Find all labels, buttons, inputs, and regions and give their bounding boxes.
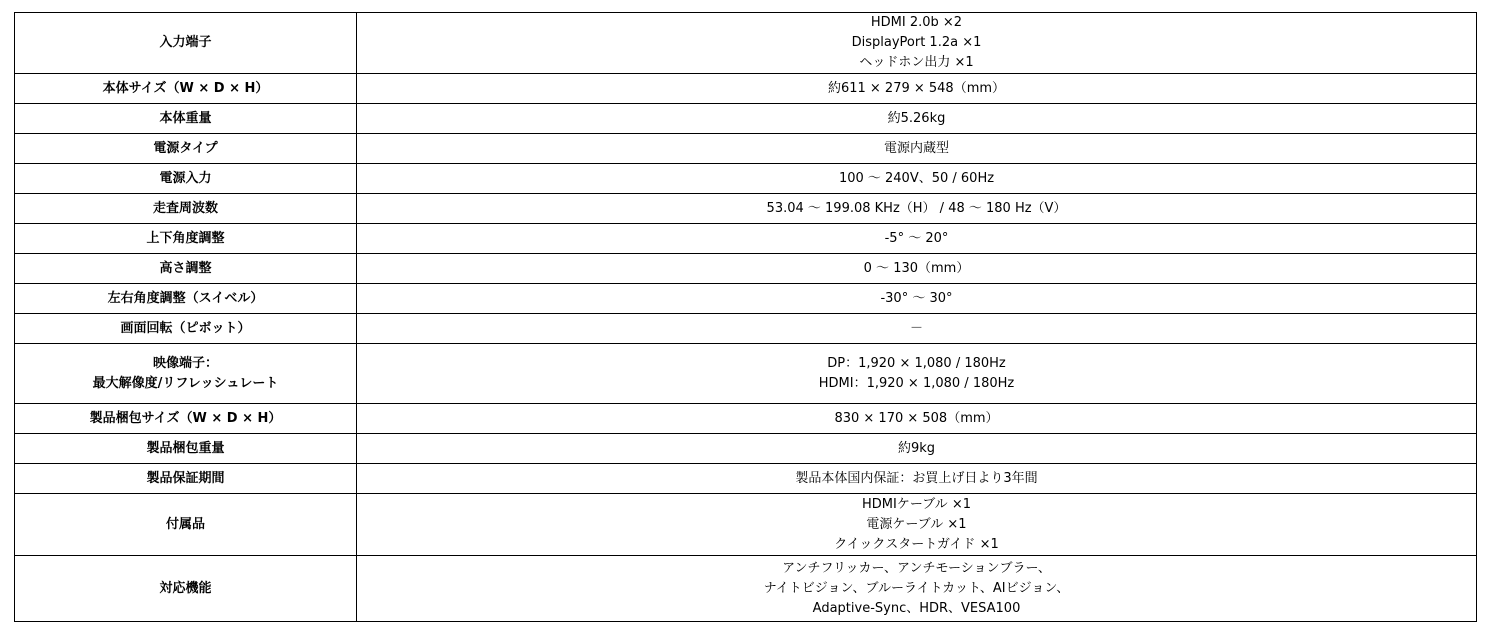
spec-value-line: 約611 × 279 × 548（mm） <box>827 80 1006 96</box>
spec-value <box>357 494 1477 556</box>
spec-value <box>357 74 1477 104</box>
spec-label-line: 製品梱包重量 <box>146 440 225 456</box>
spec-label <box>15 74 357 104</box>
spec-value-line: 約5.26kg <box>887 110 946 126</box>
spec-value <box>357 194 1477 224</box>
spec-label <box>15 134 357 164</box>
spec-value-line: 0 ～ 130（mm） <box>863 260 970 276</box>
spec-value-line: Adaptive-Sync、HDR、VESA100 <box>812 600 1021 616</box>
spec-label-line: 製品保証期間 <box>146 470 225 486</box>
spec-value-line: ナイトビジョン、ブルーライトカット、AIビジョン、 <box>763 580 1070 596</box>
spec-value-line: 100 ～ 240V、50 / 60Hz <box>838 170 995 186</box>
spec-label <box>15 404 357 434</box>
spec-value-line: 電源ケーブル ×1 <box>866 516 967 532</box>
spec-value-line: DisplayPort 1.2a ×1 <box>851 35 982 50</box>
spec-row-body-weight <box>15 104 1477 134</box>
spec-row-scan-frequency <box>15 194 1477 224</box>
spec-row-power-input <box>15 164 1477 194</box>
spec-value <box>357 404 1477 434</box>
spec-label-line: 左右角度調整（スイベル） <box>107 290 264 306</box>
spec-value-line: 電源内蔵型 <box>883 140 949 156</box>
spec-value <box>357 104 1477 134</box>
spec-value <box>357 254 1477 284</box>
spec-value-line: － <box>909 320 923 336</box>
spec-label-line: 電源タイプ <box>153 140 218 156</box>
spec-value-line: ヘッドホン出力 ×1 <box>859 55 974 70</box>
spec-value-line: DP：1,920 × 1,080 / 180Hz <box>827 355 1006 371</box>
spec-value-line: -30° ～ 30° <box>880 290 953 306</box>
spec-label <box>15 556 357 622</box>
spec-value-line: 830 × 170 × 508（mm） <box>834 410 999 426</box>
spec-label <box>15 164 357 194</box>
spec-value <box>357 284 1477 314</box>
spec-label-line: 高さ調整 <box>159 260 212 276</box>
spec-label-line: 映像端子： <box>152 355 218 371</box>
spec-label <box>15 104 357 134</box>
spec-label <box>15 434 357 464</box>
spec-row-accessories <box>15 494 1477 556</box>
spec-label-line: 上下角度調整 <box>146 230 225 246</box>
spec-label-line: 画面回転（ピボット） <box>120 320 251 336</box>
spec-value-line: HDMI 2.0b ×2 <box>870 15 963 30</box>
spec-value <box>357 13 1477 74</box>
spec-value-line: アンチフリッカー、アンチモーションブラー、 <box>782 560 1051 576</box>
spec-label-line: 対応機能 <box>159 580 212 596</box>
spec-value-line: 約9kg <box>897 440 936 456</box>
spec-row-swivel <box>15 284 1477 314</box>
spec-row-package-size <box>15 404 1477 434</box>
spec-value <box>357 224 1477 254</box>
spec-value <box>357 344 1477 404</box>
spec-label-line: 電源入力 <box>159 170 212 186</box>
spec-label <box>15 314 357 344</box>
spec-value <box>357 434 1477 464</box>
spec-table-body <box>15 13 1477 622</box>
spec-value <box>357 556 1477 622</box>
spec-label <box>15 224 357 254</box>
spec-label-line: 入力端子 <box>159 35 212 50</box>
spec-row-height-adjust <box>15 254 1477 284</box>
spec-label-line: 走査周波数 <box>152 200 218 216</box>
spec-label <box>15 254 357 284</box>
spec-label-line: 本体重量 <box>159 110 212 126</box>
spec-table <box>14 12 1477 622</box>
spec-label <box>15 344 357 404</box>
spec-value-line: 53.04 ～ 199.08 KHz（H） / 48 ～ 180 Hz（V） <box>766 200 1067 216</box>
spec-label-line: 最大解像度/リフレッシュレート <box>92 375 279 391</box>
spec-label <box>15 494 357 556</box>
spec-row-features <box>15 556 1477 622</box>
spec-label <box>15 464 357 494</box>
spec-row-tilt <box>15 224 1477 254</box>
spec-value-line: HDMI：1,920 × 1,080 / 180Hz <box>818 375 1015 391</box>
spec-value <box>357 164 1477 194</box>
spec-label-line: 本体サイズ（W × D × H） <box>102 80 269 96</box>
spec-label-line: 付属品 <box>165 516 205 532</box>
spec-value-line: 製品本体国内保証：お買上げ日より3年間 <box>795 470 1038 486</box>
spec-value-line: クイックスタートガイド ×1 <box>834 536 999 552</box>
spec-row-input-ports <box>15 13 1477 74</box>
spec-row-warranty <box>15 464 1477 494</box>
spec-row-pivot <box>15 314 1477 344</box>
spec-row-video-ports <box>15 344 1477 404</box>
spec-value-line: HDMIケーブル ×1 <box>862 496 971 512</box>
spec-value-line: -5° ～ 20° <box>884 230 949 246</box>
spec-row-body-size <box>15 74 1477 104</box>
spec-value <box>357 464 1477 494</box>
spec-label <box>15 13 357 74</box>
spec-row-power-type <box>15 134 1477 164</box>
spec-value <box>357 314 1477 344</box>
spec-value <box>357 134 1477 164</box>
spec-label <box>15 194 357 224</box>
spec-label <box>15 284 357 314</box>
spec-label-line: 製品梱包サイズ（W × D × H） <box>89 410 282 426</box>
spec-row-package-weight <box>15 434 1477 464</box>
